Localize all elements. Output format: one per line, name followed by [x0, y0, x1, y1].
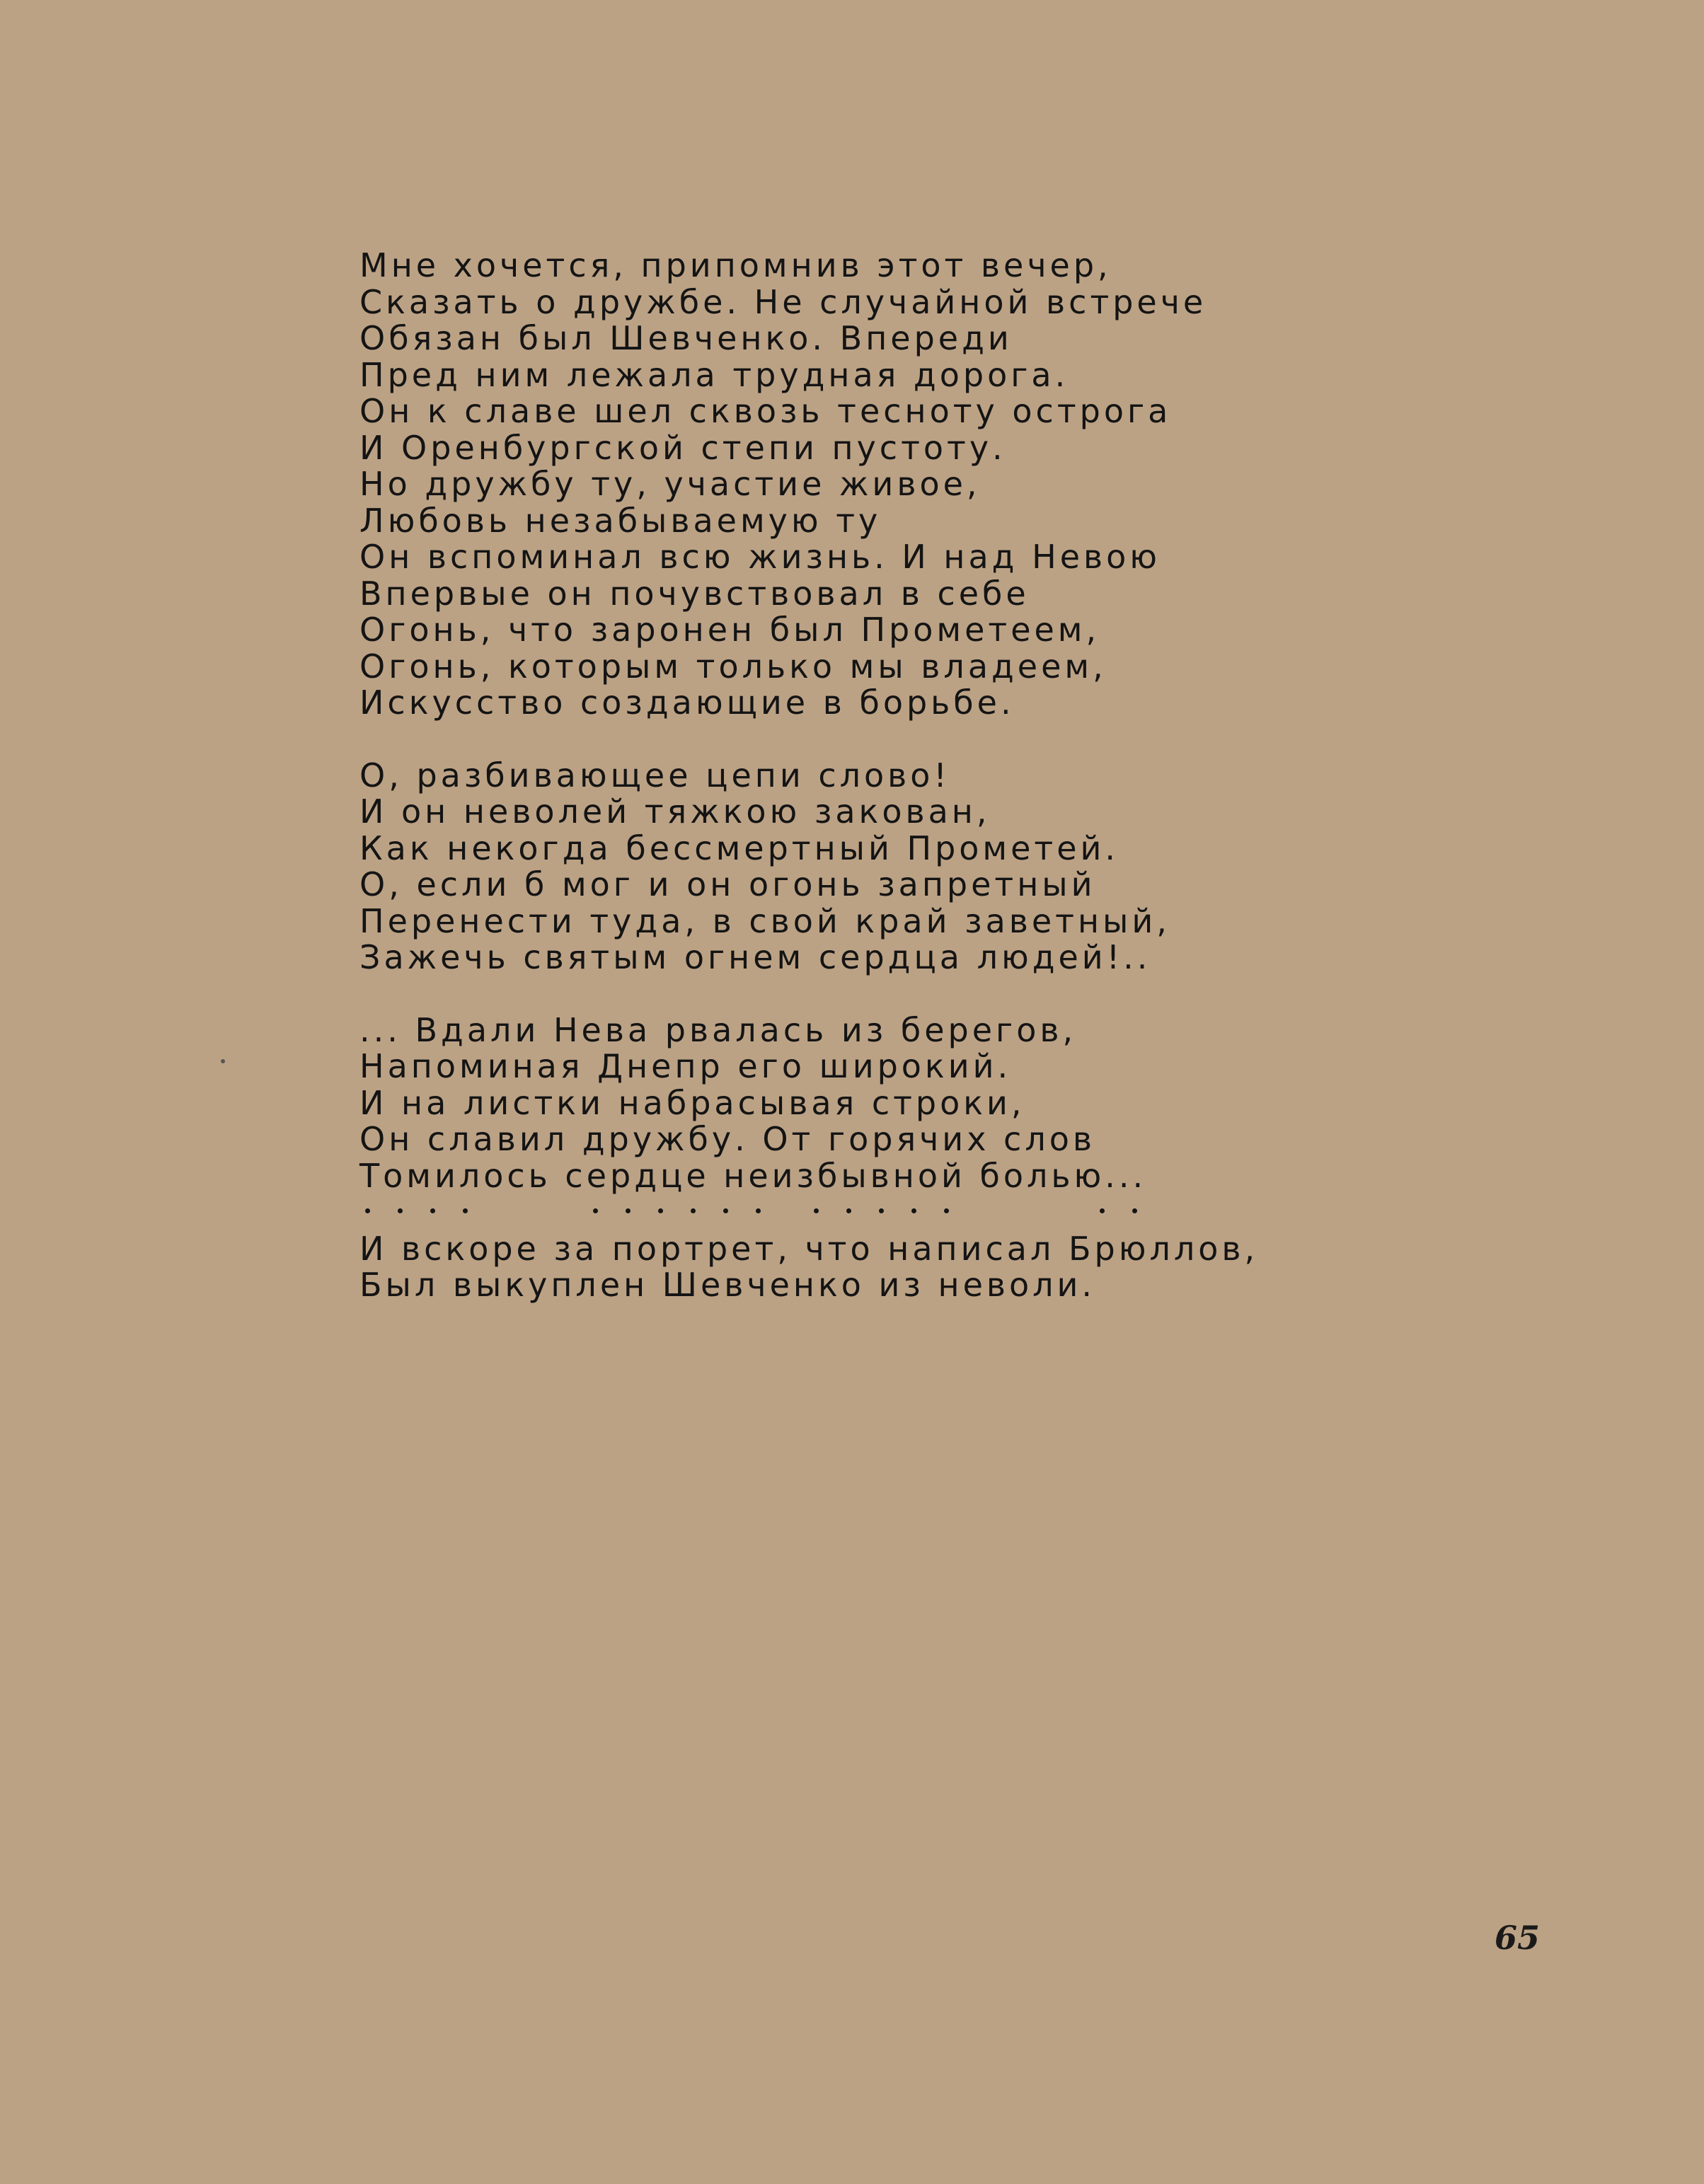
poem-line: И на листки набрасывая строки,	[359, 1083, 1025, 1122]
stanza-2	[359, 758, 1350, 976]
separator-dot	[1100, 1208, 1105, 1213]
separator-dot	[658, 1208, 663, 1213]
separator-dot	[944, 1208, 949, 1213]
poem-line: Мне хочется, припомнив этот вечер,	[359, 246, 1112, 284]
separator-dot	[626, 1208, 631, 1213]
separator-dot	[879, 1208, 884, 1213]
separator-dot	[365, 1208, 370, 1213]
poem-line: Он вспоминал всю жизнь. И над Невою	[359, 538, 1161, 576]
poem-line: Зажечь святым огнем сердца людей!..	[359, 938, 1151, 976]
separator-dot	[814, 1208, 819, 1213]
poem-line: Был выкуплен Шевченко из неволи.	[359, 1266, 1096, 1304]
poem-line: И вскоре за портрет, что написал Брюллов,	[359, 1229, 1259, 1268]
separator-dot	[463, 1208, 468, 1213]
poem-line: ... Вдали Нева рвалась из берегов,	[359, 1010, 1077, 1049]
separator-dot	[723, 1208, 728, 1213]
poem-line: Любовь незабываемую ту	[359, 501, 882, 540]
separator-dot	[911, 1208, 916, 1213]
separator-dot	[756, 1208, 761, 1213]
stanza-1	[359, 248, 1350, 722]
separator-dot	[593, 1208, 598, 1213]
poem-line: О, если б мог и он огонь запретный	[359, 865, 1096, 903]
ellipsis-separator	[359, 1194, 1350, 1231]
separator-dot	[846, 1208, 851, 1213]
stanza-gap	[359, 722, 1350, 758]
poem-line: Искусство создающие в борьбе.	[359, 683, 1015, 722]
page-number: 65	[1495, 1919, 1541, 1957]
poem-line: Огонь, которым только мы владеем,	[359, 647, 1107, 686]
poem-line: Томилось сердце неизбывной болью...	[359, 1156, 1147, 1195]
poem-line: Напоминая Днепр его широкий.	[359, 1047, 1012, 1085]
stanza-3	[359, 1012, 1350, 1195]
separator-dot	[1132, 1208, 1137, 1213]
stanza-gap	[359, 976, 1350, 1012]
poem-line: И он неволей тяжкою закован,	[359, 792, 991, 831]
poem-line: Сказать о дружбе. Не случайной встрече	[359, 282, 1207, 321]
poem-line: Перенести туда, в свой край заветный,	[359, 901, 1170, 940]
separator-dot	[430, 1208, 435, 1213]
poem-line: Впервые он почувствовал в себе	[359, 574, 1030, 613]
poem-line: Он славил дружбу. От горячих слов	[359, 1120, 1095, 1158]
separator-dot	[691, 1208, 696, 1213]
separator-dot	[398, 1208, 403, 1213]
print-speck	[221, 1059, 225, 1063]
poem-line: Обязан был Шевченко. Впереди	[359, 319, 1013, 357]
poem-line: Как некогда бессмертный Прометей.	[359, 828, 1119, 867]
poem-line: О, разбивающее цепи слово!	[359, 756, 950, 795]
poem-line: И Оренбургской степи пустоту.	[359, 428, 1006, 467]
poem-text	[359, 248, 1350, 1304]
stanza-4	[359, 1231, 1350, 1304]
poem-line: Но дружбу ту, участие живое,	[359, 465, 981, 503]
poem-line: Огонь, что заронен был Прометеем,	[359, 611, 1100, 649]
poem-line: Он к славе шел сквозь тесноту острога	[359, 392, 1172, 430]
poem-line: Пред ним лежала трудная дорога.	[359, 355, 1069, 394]
